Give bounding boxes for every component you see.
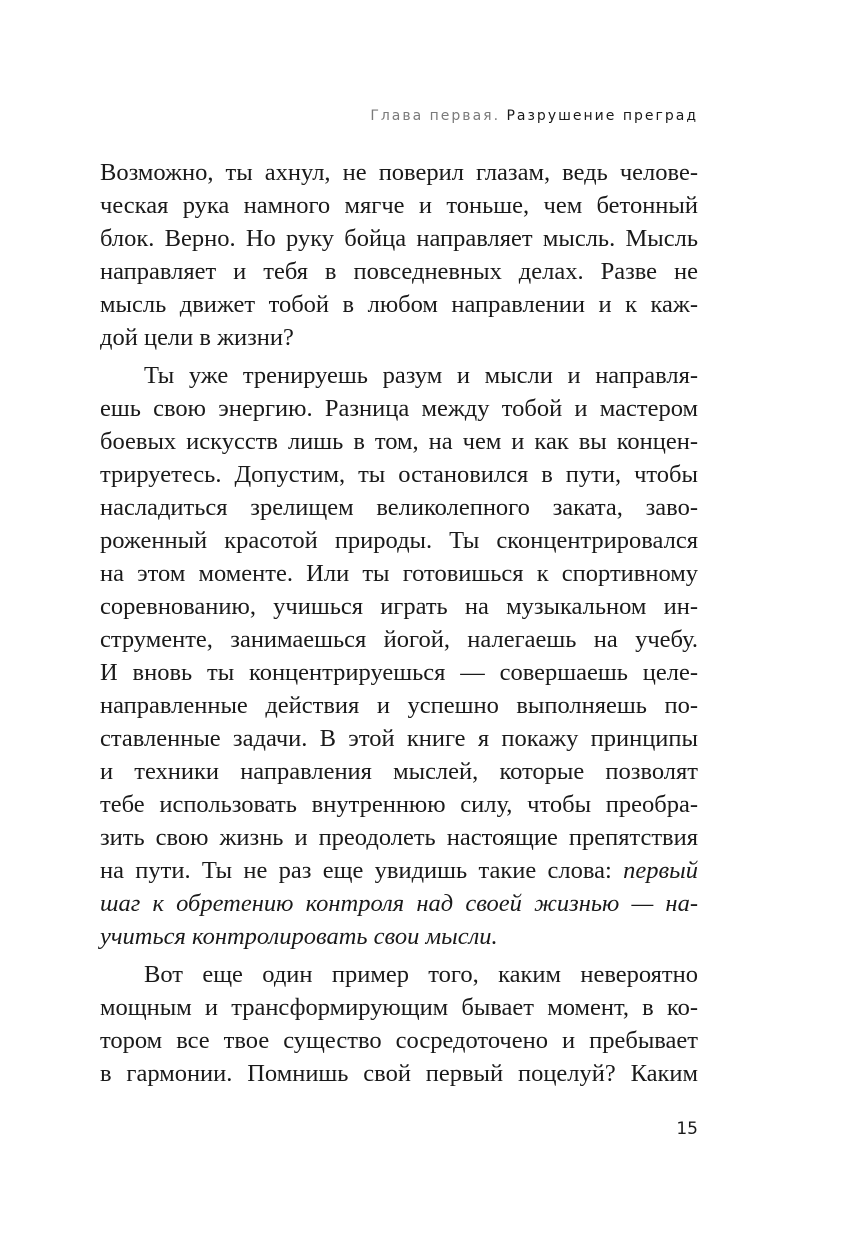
text-line: тебе использовать внутреннюю силу, чтобы преобра- [100,791,698,818]
text-line: ешь свою энергию. Разница между тобой и мастером [100,395,698,422]
text-line: и техники направления мыслей, которые позволят [100,758,698,785]
text-line-mixed [100,854,698,887]
text-line: тором все твое существо сосредоточено и пребывает [100,1027,698,1054]
chapter-label: Глава первая. [370,108,501,124]
text-line: Ты уже тренируешь разум и мысли и направля- [144,362,698,389]
text-line: трируетесь. Допустим, ты остановился в пути, чтобы [100,461,698,488]
text-line: Возможно, ты ахнул, не поверил глазам, ведь челове- [100,159,698,186]
text-line: направляет и тебя в повседневных делах. Разве не [100,258,698,285]
text-roman: на пути. Ты не раз еще увидишь такие слова: [100,857,612,884]
text-line: И вновь ты концентрируешься — совершаешь целе- [100,659,698,686]
text-line: роженный красотой природы. Ты сконцентрировался [100,527,698,554]
text-line: соревнованию, учишься играть на музыкальном ин- [100,593,698,620]
text-line: зить свою жизнь и преодолеть настоящие препятствия [100,824,698,851]
body-text [100,156,698,1090]
text-line: Вот еще один пример того, каким невероятно [144,961,698,988]
text-line: насладиться зрелищем великолепного заката, заво- [100,494,698,521]
text-line: струменте, занимаешься йогой, налегаешь на учебу. [100,626,698,653]
text-line: мысль движет тобой в любом направлении и к каж- [100,291,698,318]
text-line: в гармонии. Помнишь свой первый поцелуй? Каким [100,1060,698,1087]
text-line: ческая рука намного мягче и тоньше, чем бетонный [100,192,698,219]
text-line: направленные действия и успешно выполняешь по- [100,692,698,719]
text-line: дой цели в жизни? [100,324,294,351]
section-title: Разрушение преград [506,108,698,124]
text-line-italic [100,887,698,920]
text-line-italic [100,920,698,953]
running-head [370,106,698,126]
text-line: мощным и трансформирующим бывает момент, в ко- [100,994,698,1021]
page-number: 15 [676,1119,698,1139]
emphasis-text: учиться контролировать свои мысли. [100,923,498,950]
emphasis-text: первый [623,857,698,884]
emphasis-text: шаг к обретению контроля над своей жизнью — на- [100,890,698,917]
text-line: на этом моменте. Или ты готовишься к спортивному [100,560,698,587]
text-line: боевых искусств лишь в том, на чем и как вы концен- [100,428,698,455]
text-line: блок. Верно. Но руку бойца направляет мысль. Мысль [100,225,698,252]
text-line: ставленные задачи. В этой книге я покажу принципы [100,725,698,752]
